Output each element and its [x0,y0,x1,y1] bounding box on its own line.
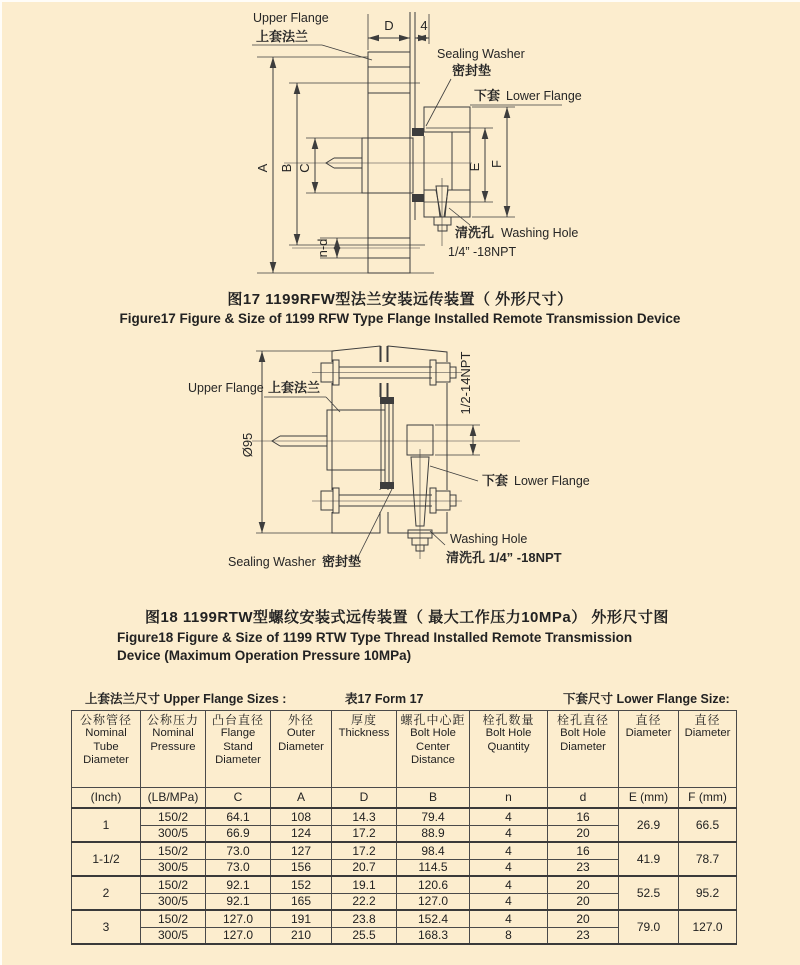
value-cell: 23.8 [332,910,397,927]
unit-d: D [332,788,397,809]
fig17-dim-a: A [255,163,270,173]
upper-flange-section [368,12,415,273]
figure18-caption-en1: Figure18 Figure & Size of 1199 RTW Type Thread Installed Remote Transmission [117,630,633,645]
unit-d2: d [548,788,619,809]
col-thickness [332,711,397,788]
col-zh: 厚度 [350,713,377,727]
col-en: Flange [220,727,256,740]
nominal-size-cell: 2 [72,876,141,910]
figure18-caption-en2: Device (Maximum Operation Pressure 10MPa) [117,648,412,663]
header-row [72,711,737,788]
value-cell: 25.5 [332,927,397,944]
value-cell: 20 [548,910,619,927]
diameter-cell: 127.0 [679,910,737,944]
fig17-sealing-washer-label-zh: 密封垫 [452,63,492,78]
value-cell: 4 [470,859,548,876]
value-cell: 150/2 [141,842,206,859]
diameter-cell: 78.7 [679,842,737,876]
fig18-upper-flange-label-zh: 上套法兰 [268,380,321,395]
col-en: Bolt Hole [560,727,606,740]
fig18-thread-spec: 1/2-14NPT [458,351,473,415]
value-cell: 4 [470,808,548,825]
value-cell: 156 [271,859,332,876]
fig18-sealing-washer-label-zh: 密封垫 [322,554,362,569]
unit-row [72,788,737,809]
col-en: Pressure [150,740,196,753]
fig17-dim-f: F [489,160,504,168]
col-nominal-pressure [141,711,206,788]
value-cell: 127 [271,842,332,859]
col-en: Center [416,740,450,753]
value-cell: 88.9 [397,825,470,842]
value-cell: 4 [470,825,548,842]
value-cell: 17.2 [332,825,397,842]
nominal-size-cell: 1-1/2 [72,842,141,876]
diameter-cell: 41.9 [619,842,679,876]
value-cell: 98.4 [397,842,470,859]
col-en: Nominal [152,727,194,740]
diameter-cell: 79.0 [619,910,679,944]
leader-lines [264,397,478,559]
value-cell: 300/5 [141,859,206,876]
washing-hole-fitting [434,178,451,246]
unit-n: n [470,788,548,809]
value-cell: 124 [271,825,332,842]
col-zh: 栓孔数量 [482,713,535,727]
unit-e-mm: E (mm) [619,788,679,809]
fig17-dim-nd: n-d [315,238,330,258]
fig18-washing-hole-label-zh: 清洗孔 1/4” -18NPT [446,550,562,565]
col-nominal-tube-diameter [72,711,141,788]
figure18-drawing [0,335,800,587]
value-cell: 92.1 [206,893,271,910]
value-cell: 20 [548,893,619,910]
value-cell: 300/5 [141,893,206,910]
diameter-cell: 95.2 [679,876,737,910]
value-cell: 127.0 [206,927,271,944]
value-cell: 152.4 [397,910,470,927]
fig18-upper-flange-label-en: Upper Flange [188,381,264,395]
col-en: Thickness [338,727,390,740]
col-en: Diameter [215,754,261,767]
col-zh: 直径 [694,713,721,727]
nominal-size-cell: 3 [72,910,141,944]
diameter-cell: 52.5 [619,876,679,910]
size-row [72,876,737,893]
value-cell: 4 [470,893,548,910]
unit-c: C [206,788,271,809]
value-cell: 300/5 [141,927,206,944]
size-row [72,910,737,927]
value-cell: 4 [470,910,548,927]
value-cell: 127.0 [397,893,470,910]
col-en: Diameter [625,727,672,740]
value-cell: 17.2 [332,842,397,859]
size-row [72,842,737,859]
unit-b: B [397,788,470,809]
col-outer-diameter [271,711,332,788]
fig18-washing-hole-label-en: Washing Hole [450,532,528,546]
fig17-dim-c: C [297,163,312,173]
value-cell: 168.3 [397,927,470,944]
value-cell: 22.2 [332,893,397,910]
fig18-lower-flange-label-zh: 下套 [482,473,509,488]
unit-inch: (Inch) [72,788,141,809]
fig17-lower-flange-label-zh: 下套 [474,88,501,103]
figure18-caption [117,606,777,663]
value-cell: 64.1 [206,808,271,825]
leader-lines [252,45,562,225]
value-cell: 114.5 [397,859,470,876]
value-cell: 4 [470,842,548,859]
value-cell: 23 [548,927,619,944]
value-cell: 150/2 [141,910,206,927]
fig17-washing-hole-label-zh: 清洗孔 [455,225,495,240]
value-cell: 79.4 [397,808,470,825]
upper-flange-sizes-label [85,689,286,707]
sealing-washer-section [412,128,424,202]
col-en: Distance [411,754,455,767]
col-diameter-f [679,711,737,788]
figure17-caption [0,288,800,326]
col-flange-stand-diameter [206,711,271,788]
fig17-dim-4: 4 [420,18,428,33]
col-zh: 螺孔中心距 [400,713,466,727]
fig17-dim-d: D [384,18,394,33]
fig18-sealing-washer-label-en: Sealing Washer [228,555,316,569]
diameter-cell: 66.5 [679,808,737,842]
value-cell: 73.0 [206,842,271,859]
diaphragm-and-washer [379,397,395,489]
col-en: Bolt Hole [485,727,532,740]
diameter-cell: 26.9 [619,808,679,842]
fig17-washing-hole-label-en: Washing Hole [501,226,579,240]
figure17-caption-zh: 图17 1199RFW型法兰安装远传装置（ 外形尺寸） [227,291,573,308]
col-en: Diameter [278,740,324,753]
value-cell: 108 [271,808,332,825]
value-cell: 66.9 [206,825,271,842]
col-en: Outer [286,727,316,740]
value-cell: 19.1 [332,876,397,893]
unit-lb-mpa: (LB/MPa) [141,788,206,809]
col-zh: 栓孔直径 [556,713,609,727]
value-cell: 150/2 [141,808,206,825]
unit-a: A [271,788,332,809]
figure18-caption-zh: 图18 1199RTW型螺纹安装式远传装置（ 最大工作压力10MPa） 外形尺寸图 [145,609,669,626]
fig18-dim-diameter: Ø95 [240,432,255,458]
flange-sizes-table [71,710,737,945]
col-zh: 公称压力 [146,713,199,727]
value-cell: 20 [548,825,619,842]
value-cell: 20 [548,876,619,893]
value-cell: 20.7 [332,859,397,876]
value-cell: 165 [271,893,332,910]
col-bolt-hole-quantity [470,711,548,788]
unit-f-mm: F (mm) [679,788,737,809]
value-cell: 150/2 [141,876,206,893]
value-cell: 127.0 [206,910,271,927]
lower-flange-size-label: 下套尺寸 Lower Flange Size: [563,692,730,706]
fig17-upper-flange-label-en: Upper Flange [253,11,329,25]
upper-flange-sizes-zh: 上套法兰尺寸 [85,692,161,706]
fig17-sealing-washer-label-en: Sealing Washer [437,47,525,61]
col-en: Diameter [684,727,731,740]
col-bolt-hole-center-distance [397,711,470,788]
figure17-caption-en: Figure17 Figure & Size of 1199 RFW Type Flange Installed Remote Transmission Device [119,311,681,326]
fig17-lower-flange-label-en: Lower Flange [506,89,582,103]
nominal-size-cell: 1 [72,808,141,842]
value-cell: 300/5 [141,825,206,842]
figure17-drawing [0,0,800,286]
form-17-label: 表17 Form 17 [345,692,424,706]
upper-flange-sizes-en: Upper Flange Sizes : [163,692,287,706]
col-diameter-e [619,711,679,788]
size-row [72,808,737,825]
col-en: Tube [93,740,119,753]
col-zh: 外径 [287,713,314,727]
value-cell: 23 [548,859,619,876]
fig17-dim-b: B [279,163,294,173]
col-bolt-hole-diameter [548,711,619,788]
value-cell: 73.0 [206,859,271,876]
value-cell: 16 [548,808,619,825]
fig17-upper-flange-label-zh: 上套法兰 [256,29,309,44]
value-cell: 152 [271,876,332,893]
value-cell: 16 [548,842,619,859]
col-en: Bolt Hole [410,727,456,740]
centerlines [284,163,472,248]
value-cell: 210 [271,927,332,944]
col-zh: 凸台直径 [211,713,264,727]
col-zh: 公称管径 [79,713,132,727]
hub-and-shaft [272,410,385,470]
col-en: Nominal [85,727,127,740]
fig17-dim-e: E [467,162,482,172]
value-cell: 120.6 [397,876,470,893]
value-cell: 4 [470,876,548,893]
col-zh: 直径 [635,713,662,727]
col-en: Diameter [560,740,606,753]
value-cell: 191 [271,910,332,927]
hub-and-shaft [326,138,413,193]
value-cell: 92.1 [206,876,271,893]
fig18-lower-flange-label-en: Lower Flange [514,474,590,488]
col-en: Diameter [83,754,129,767]
col-en: Stand [223,740,253,753]
value-cell: 14.3 [332,808,397,825]
fig17-washing-hole-size: 1/4” -18NPT [448,245,517,259]
value-cell: 8 [470,927,548,944]
col-en: Quantity [487,740,530,753]
